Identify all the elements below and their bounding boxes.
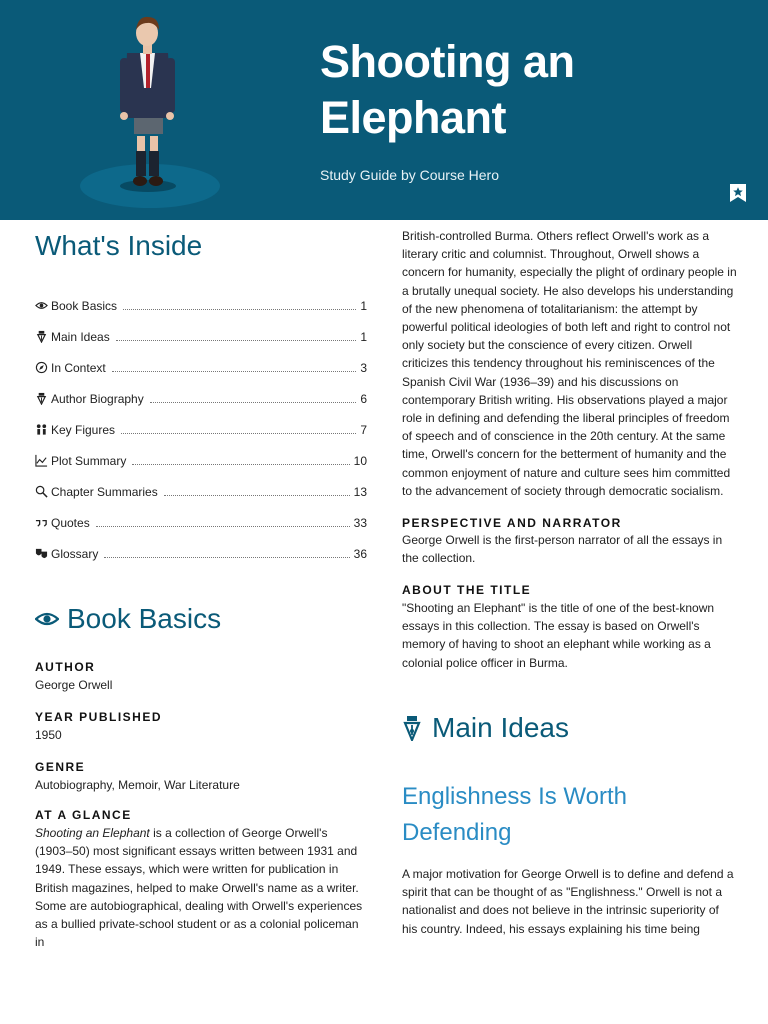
leader-dots xyxy=(104,556,349,558)
toc-item-page: 1 xyxy=(360,299,367,313)
at-a-glance-text xyxy=(35,824,367,951)
leader-dots xyxy=(164,494,350,496)
leader-dots xyxy=(123,308,356,310)
book-basics-heading: Book Basics xyxy=(67,603,222,634)
toc-item-in-context[interactable] xyxy=(35,359,367,375)
toc-item-plot-summary[interactable] xyxy=(35,452,367,468)
toc-item-label: Glossary xyxy=(51,547,99,561)
pen-nib-icon xyxy=(35,392,48,405)
toc-item-author-biography[interactable] xyxy=(35,390,367,406)
leader-dots xyxy=(121,432,356,434)
title-banner xyxy=(0,0,768,220)
eye-icon xyxy=(35,610,59,628)
toc-item-quotes[interactable] xyxy=(35,514,367,530)
chart-icon xyxy=(35,454,48,467)
toc-heading: What's Inside xyxy=(35,230,203,261)
document-subtitle: Study Guide by Course Hero xyxy=(320,167,499,183)
book-title-italic: Shooting an Elephant xyxy=(35,826,150,840)
leader-dots xyxy=(112,370,357,372)
book-basics-heading-row xyxy=(35,603,221,635)
author-label: AUTHOR xyxy=(35,660,96,674)
eye-icon xyxy=(35,299,48,312)
document-title: Shooting an Elephant xyxy=(320,36,575,143)
author-value: George Orwell xyxy=(35,678,113,692)
toc-item-page: 33 xyxy=(353,516,367,530)
toc-item-label: Plot Summary xyxy=(51,454,127,468)
toc-item-label: Key Figures xyxy=(51,423,116,437)
magnifier-icon xyxy=(35,485,48,498)
toc-item-page: 7 xyxy=(360,423,367,437)
idea-title: Englishness Is Worth Defending xyxy=(402,783,627,846)
main-ideas-heading-row xyxy=(402,712,569,744)
compass-icon xyxy=(35,361,48,374)
year-published-value: 1950 xyxy=(35,728,62,742)
toc-item-label: Author Biography xyxy=(51,392,144,406)
at-a-glance-continued: British-controlled Burma. Others reflect Orwell's work as a literary critic and columnist. Throughout, Orwell shows a concern for humanity, especially the plight of ordinary people in a brutally unequal society. He also develops his understanding of the new phenomena of totalitarianism: the attempt by powerful political ideologies of both left and right to control not only society but the conscience of every citizen. Orwell criticizes this tendency throughout his reminiscences of the Spanish Civil War (1936–39) and his discussions on contemporary British writing. His observations played a major role in defining and defending the liberal principles of freedom of speech and of conscience in the 20th century. At the same time, Orwell's concern for the betterment of humanity and the common enjoyment of nature and culture sees him committed to the advancement of society through democratic socialism. xyxy=(402,229,737,498)
bookmark-star-icon[interactable] xyxy=(728,183,748,203)
leader-dots xyxy=(150,401,357,403)
year-published-label: YEAR PUBLISHED xyxy=(35,710,163,724)
at-a-glance-label: AT A GLANCE xyxy=(35,808,132,822)
perspective-label: PERSPECTIVE AND NARRATOR xyxy=(402,516,622,530)
toc-item-chapter-summaries[interactable] xyxy=(35,483,367,499)
main-ideas-heading: Main Ideas xyxy=(432,712,569,743)
idea-text: A major motivation for George Orwell is to define and defend a spirit that can be thought of as "Englishness." Orwell is not a nationalist and does not believe in the intrinsic superiority of his country. Indeed, his essays explaining his time being xyxy=(402,867,734,936)
toc-item-label: Quotes xyxy=(51,516,90,530)
leader-dots xyxy=(132,463,349,465)
about-title-text: "Shooting an Elephant" is the title of one of the best-known essays in this collection. The essay is based on Orwell's memory of having to shoot an elephant while working as a colonial police officer in Burma. xyxy=(402,601,715,670)
leader-dots xyxy=(116,339,357,341)
genre-value: Autobiography, Memoir, War Literature xyxy=(35,778,240,792)
toc-item-page: 1 xyxy=(360,330,367,344)
leader-dots xyxy=(96,525,350,527)
genre-label: GENRE xyxy=(35,760,86,774)
toc-item-page: 36 xyxy=(353,547,367,561)
toc-item-label: Book Basics xyxy=(51,299,118,313)
toc-item-label: Main Ideas xyxy=(51,330,110,344)
pen-nib-icon xyxy=(402,715,422,741)
perspective-text: George Orwell is the first-person narrator of all the essays in the collection. xyxy=(402,533,723,566)
about-title-label: ABOUT THE TITLE xyxy=(402,583,532,597)
people-icon xyxy=(35,423,48,436)
toc-item-book-basics[interactable] xyxy=(35,297,367,313)
toc-item-page: 13 xyxy=(353,485,367,499)
toc-item-glossary[interactable] xyxy=(35,545,367,561)
toc-item-page: 6 xyxy=(360,392,367,406)
toc-item-page: 3 xyxy=(360,361,367,375)
quote-icon xyxy=(35,516,48,529)
schoolboy-illustration xyxy=(80,8,230,213)
masks-icon xyxy=(35,547,48,560)
toc-item-main-ideas[interactable] xyxy=(35,328,367,344)
at-a-glance-body: is a collection of George Orwell's (1903–50) most significant essays written between 1931 and 1949. These essays, which were written for publication in British magazines, helped to make Orwell's name as a writer. Some are autobiographical, dealing with Orwell's experiences as a bullied private-school student or as a colonial policeman in xyxy=(35,826,363,950)
toc-item-page: 10 xyxy=(353,454,367,468)
toc-item-key-figures[interactable] xyxy=(35,421,367,437)
toc-item-label: Chapter Summaries xyxy=(51,485,158,499)
pen-nib-icon xyxy=(35,330,48,343)
toc-item-label: In Context xyxy=(51,361,106,375)
